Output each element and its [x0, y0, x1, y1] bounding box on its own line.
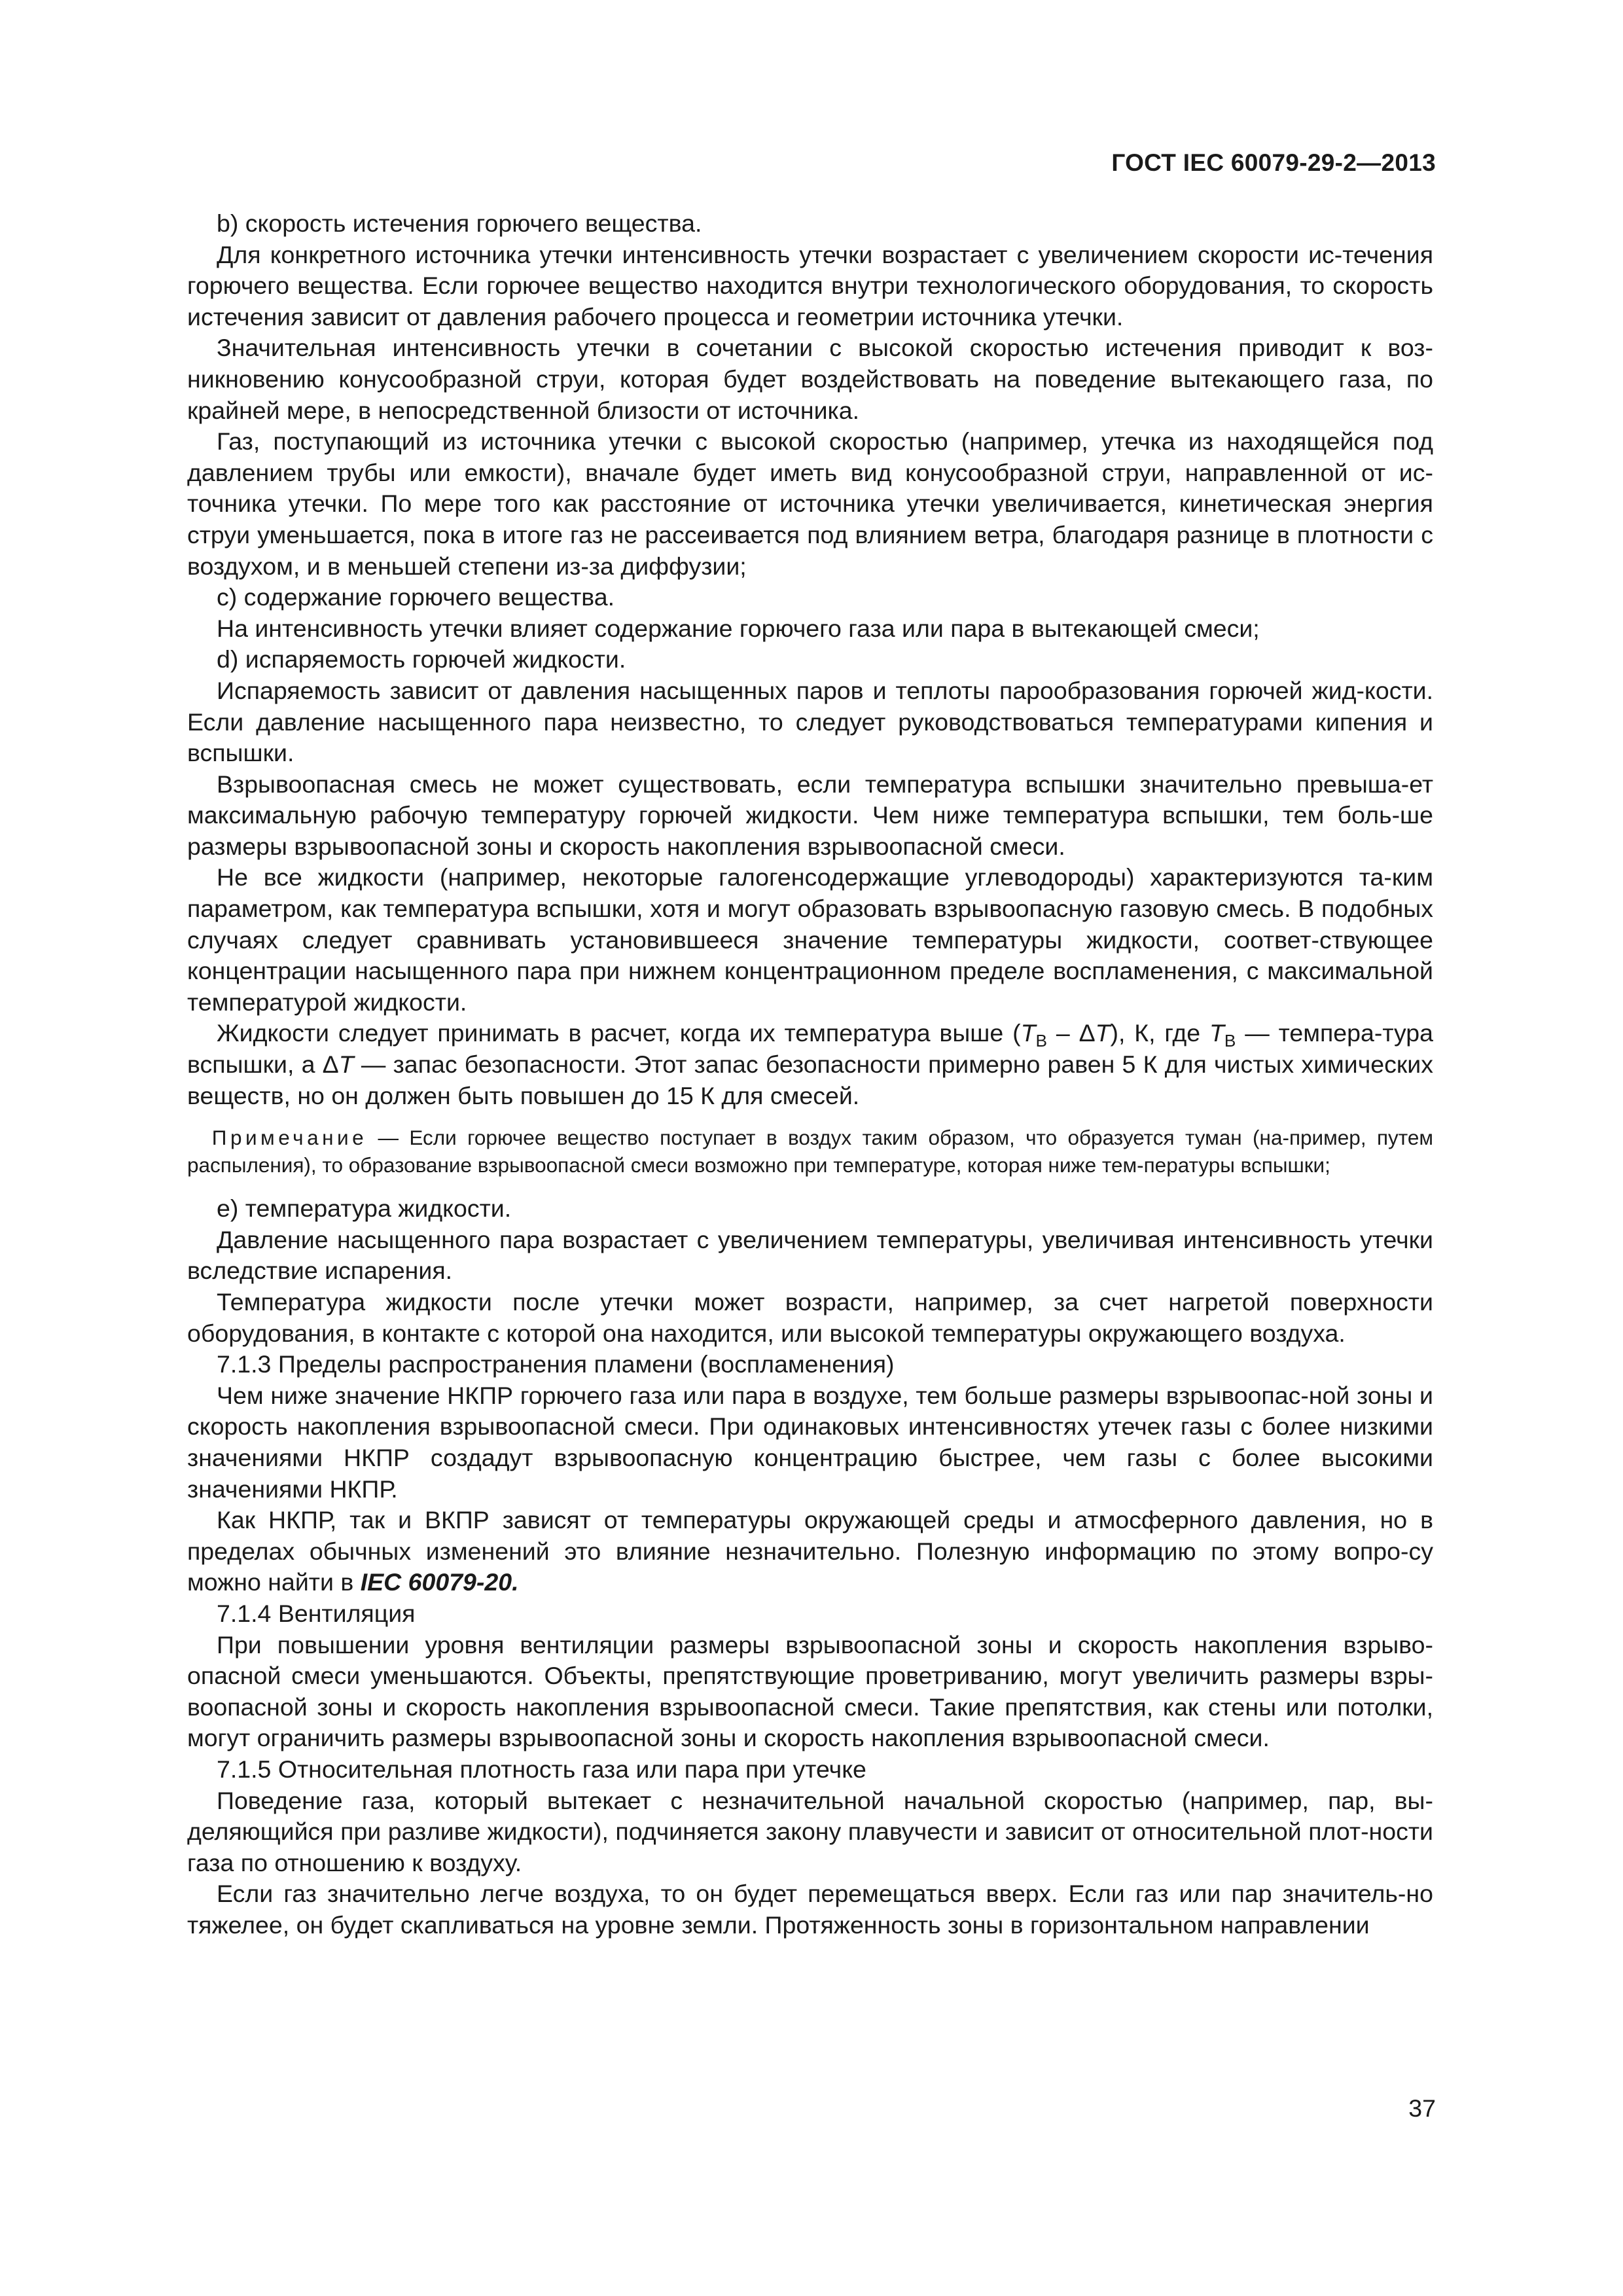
- paragraph: На интенсивность утечки влияет содержание горючего газа или пара в вытекающей смеси;: [217, 614, 1260, 642]
- section-heading-7-1-3: 7.1.3 Пределы распространения пламени (воспламенения): [217, 1350, 895, 1378]
- paragraph: Не все жидкости (например, некоторые галогенсодержащие углеводороды) характеризуются та-ким параметром, как температура вспышки, хотя и могут образовать взрывоопасную газовую смесь. В подобных случаях следует сравнивать установившееся значение температуры жидкости, соответ-ствующее концентрации насыщенного пара при нижнем концентрационном пределе воспламенения, с максимальной температурой жидкости.: [187, 863, 1433, 1016]
- page-number: 37: [1408, 2094, 1436, 2122]
- standard-reference: IEC 60079-20.: [360, 1568, 519, 1596]
- subscript: B: [1035, 1031, 1048, 1051]
- variable-t: T: [1020, 1019, 1036, 1047]
- paragraph: Испаряемость зависит от давления насыщенных паров и теплоты парообразования горючей жид-кости. Если давление насыщенного пара неизвестно, то следует руководствоваться температурами кипения и вспышки.: [187, 676, 1433, 767]
- subscript: B: [1224, 1031, 1236, 1051]
- standard-code-header: ГОСТ IEC 60079-29-2—2013: [1111, 149, 1436, 176]
- list-item-e: e) температура жидкости.: [217, 1194, 512, 1223]
- note: [187, 1124, 1433, 1179]
- paragraph: Газ, поступающий из источника утечки с высокой скоростью (например, утечка из находящейся под давлением трубы или емкости), вначале будет иметь вид конусообразной струи, направленной от ис-точника утечки. По мере того как расстояние от источника утечки увеличивается, кинетическая энергия струи уменьшается, пока в итоге газ не рассеивается под влиянием ветра, благодаря разнице в плотности с воздухом, и в меньшей степени из-за диффузии;: [187, 427, 1433, 580]
- variable-t: T: [1095, 1019, 1111, 1047]
- paragraph: Давление насыщенного пара возрастает с увеличением температуры, увеличивая интенсивность утечки вследствие испарения.: [187, 1225, 1433, 1285]
- paragraph: При повышении уровня вентиляции размеры взрывоопасной зоны и скорость накопления взрыво-опасной смеси уменьшаются. Объекты, препятствующие проветриванию, могут увеличить размеры взры-воопасной зоны и скорость накопления взрывоопасной смеси. Такие препятствия, как стены или потолки, могут ограничить размеры взрывоопасной зоны и скорость накопления взрывоопасной смеси.: [187, 1630, 1433, 1752]
- text-run: Жидкости следует принимать в расчет, когда их температура выше (: [217, 1019, 1021, 1047]
- text-run: Как НКПР, так и ВКПР зависят от температуры окружающей среды и атмосферного давления, но в пределах обычных изменений это влияние незначительно. Полезную информацию по этому вопро-су можно найти в: [187, 1506, 1433, 1596]
- variable-t: T: [338, 1050, 354, 1079]
- paragraph-reference: [187, 1505, 1433, 1598]
- text-run: ), К, где: [1110, 1019, 1209, 1047]
- list-item-b: b) скорость истечения горючего вещества.: [217, 209, 702, 237]
- paragraph: Чем ниже значение НКПР горючего газа или пара в воздухе, тем больше размеры взрывоопас-ной зоны и скорость накопления взрывоопасной смеси. При одинаковых интенсивностях утечек газы с более низкими значениями НКПР создадут взрывоопасную концентрацию быстрее, чем газы с более высокими значениями НКПР.: [187, 1381, 1433, 1503]
- paragraph: Взрывоопасная смесь не может существовать, если температура вспышки значительно превыша-ет максимальную рабочую температуру горючей жидкости. Чем ниже температура вспышки, тем боль-ше размеры взрывоопасной зоны и скорость накопления взрывоопасной смеси.: [187, 770, 1433, 860]
- note-label: Примечание: [211, 1126, 368, 1150]
- text-run: — темпера-тура вспышки, а Δ: [187, 1019, 1433, 1079]
- variable-t: T: [1209, 1019, 1224, 1047]
- section-heading-7-1-5: 7.1.5 Относительная плотность газа или пара при утечке: [217, 1755, 866, 1783]
- paragraph-formula: [187, 1018, 1433, 1111]
- text-run: — запас безопасности. Этот запас безопасности примерно равен 5 К для чистых химических веществ, но он должен быть повышен до 15 К для смесей.: [187, 1050, 1433, 1109]
- section-heading-7-1-4: 7.1.4 Вентиляция: [217, 1599, 416, 1627]
- note-text: — Если горючее вещество поступает в воздух таким образом, что образуется туман (на-пример, путем распыления), то образование взрывоопасной смеси возможно при температуре, которая ниже тем-пературы вспышки;: [187, 1126, 1433, 1177]
- paragraph: Если газ значительно легче воздуха, то он будет перемещаться вверх. Если газ или пар значитель-но тяжелее, он будет скапливаться на уровне земли. Протяженность зоны в горизонтальном направлении: [187, 1880, 1433, 1939]
- text-run: – Δ: [1047, 1019, 1096, 1047]
- paragraph: Температура жидкости после утечки может возрасти, например, за счет нагретой поверхности оборудования, в контакте с которой она находится, или высокой температуры окружающего воздуха.: [187, 1288, 1433, 1347]
- list-item-c: c) содержание горючего вещества.: [217, 583, 615, 611]
- body-text: [187, 208, 1433, 1941]
- paragraph: Для конкретного источника утечки интенсивность утечки возрастает с увеличением скорости ис-течения горючего вещества. Если горючее вещество находится внутри технологического оборудования, то скорость истечения зависит от давления рабочего процесса и геометрии источника утечки.: [187, 240, 1433, 331]
- paragraph: Значительная интенсивность утечки в сочетании с высокой скоростью истечения приводит к воз-никновению конусообразной струи, которая будет воздействовать на поведение вытекающего газа, по крайней мере, в непосредственной близости от источника.: [187, 334, 1433, 424]
- list-item-d: d) испаряемость горючей жидкости.: [217, 645, 626, 673]
- paragraph: Поведение газа, который вытекает с незначительной начальной скоростью (например, пар, вы-деляющийся при разливе жидкости), подчиняется закону плавучести и зависит от относительной плот-ности газа по отношению к воздуху.: [187, 1786, 1433, 1876]
